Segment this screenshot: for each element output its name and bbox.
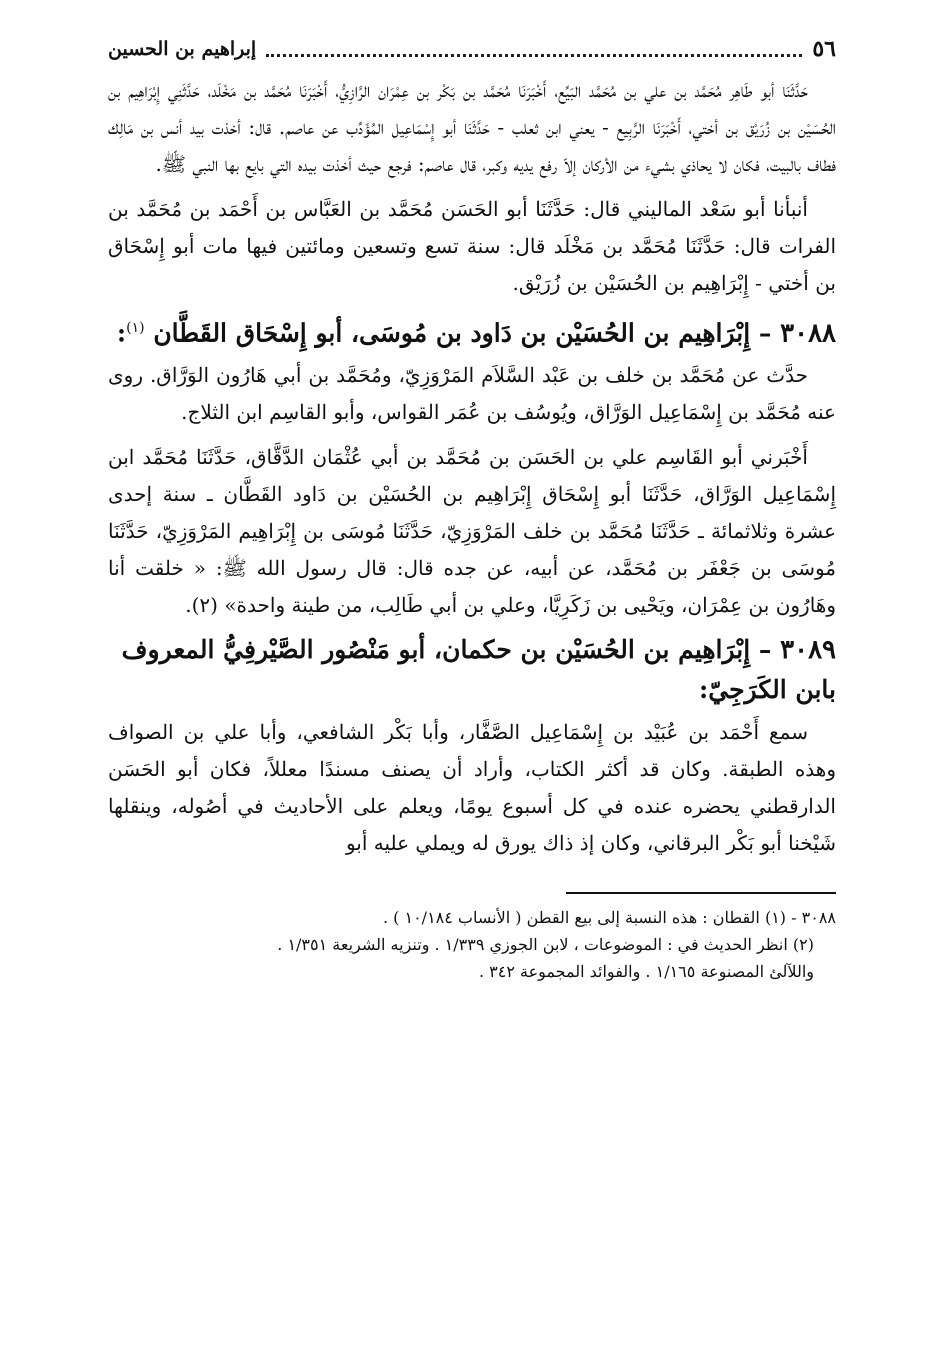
footnote-ref: (١) [126, 320, 145, 336]
entry-3088-paragraph-1: حدَّث عن مُحَمَّد بن خلف بن عَبْد السَّلاَم المَرْوَزِيّ، ومُحَمَّد بن أبي هَارُون الوَرَّاق. روى عنه مُحَمَّد بن إِسْمَاعِيل الوَرَّاق، ويُوسُف بن عُمَر القواس، وأبو القاسِم ابن الثلاج. [108, 363, 836, 425]
entry-heading-3089: ٣٠٨٩ – إِبْرَاهِيم بن الحُسَيْن بن حكمان، أبو مَنْصُور الصَّيْرفِيُّ المعروف بابن الكَرَجِيّ: [121, 635, 836, 705]
book-page [108, 32, 836, 1332]
entry-3088-paragraph-2: أَخْبَرني أبو القَاسِم علي بن الحَسَن بن مُحَمَّد بن أبي عُثْمَان الدَّقَّاق، حَدَّثَنَا مُحَمَّد ابن إِسْمَاعِيل الوَرَّاق، حَدَّثَنَا أبو إِسْحَاق إِبْرَاهِيم بن الحُسَيْن بن دَاود القَطَّان ـ سنة إحدى عشرة وثلاثمائة ـ حَدَّثَنَا مُحَمَّد بن خلف المَرْوَزِيّ، حَدَّثَنَا مُوسَى بن إِبْرَاهِيم المَرْوَزِيّ، حَدَّثَنَا مُوسَى بن جَعْفَر بن مُحَمَّد، عن أبيه، عن جده قال: قال رسول الله ﷺ: « خلقت أنا وهَارُون بن عِمْرَان، ويَحْيى بن زَكَرِيَّا، وعلي بن أبي طَالِب، من طينة واحدة» (٢). [108, 445, 837, 618]
entry-heading-3088: ٣٠٨٨ – إِبْرَاهِيم بن الحُسَيْن بن دَاود بن مُوسَى، أبو إِسْحَاق القَطَّان $^{(١)}$: [116, 318, 836, 349]
entry-title: إِبْرَاهِيم بن الحُسَيْن بن حكمان، أبو مَنْصُور الصَّيْرفِيُّ المعروف بابن الكَرَجِيّ [121, 635, 836, 705]
running-title: إبراهيم بن الحسين [108, 38, 257, 60]
entry-3089-paragraph-1: سمع أَحْمَد بن عُبَيْد بن إِسْمَاعِيل الصَّفَّار، وأبا بَكْر الشافعي، وأبا علي بن الصواف وهذه الطبقة. وكان قد أكثر الكتاب، وأراد أن يصنف مسندًا معللاً، فكان أبو الحَسَن الدارقطني يحضره عنده في كل أسبوع يومًا، ويعلم على الأحاديث في أصُوله، وينقلها شَيْخنا أبو بَكْر البرقاني، وكان إذ ذاك يورق له ويملي عليه أبو [108, 720, 836, 856]
running-head [108, 32, 836, 66]
footnotes [108, 904, 836, 985]
footnote-separator [566, 892, 836, 894]
entry-title: إِبْرَاهِيم بن الحُسَيْن بن دَاود بن مُوسَى، أبو إِسْحَاق القَطَّان [153, 318, 751, 348]
page-number: ٥٦ [812, 36, 836, 62]
footnote-1: ٣٠٨٨ - (١) القطان : هذه النسبة إلى بيع القطن ( الأنساب ١٠/١٨٤ ) . [382, 908, 836, 928]
paragraph-1: حَدَّثَنَا أبو طَاهِر مُحَمَّد بن علي بن مُحَمَّد البَيِّع، أَخْبَرَنَا مُحَمَّد بن بَكْر بن عِمْرَان الرَّازِيُّ، أَخْبَرَنَا مُحَمَّد بن مَخْلَد، حَدَّثَنِي إِبْرَاهِيم بن الحُسَيْن بن زُرَيْق بن أختي، أَخْبَرَنَا الرَّبِيع - يعني ابن ثعلب - حَدَّثَنَا أبو إِسْمَاعِيل المُؤَدِّب عن عاصم. قال: أخذت بيد أنس بن مَالِك فطاف بالبيت، فكان لا يحاذي بشيء من الأركان إلاّ رفع يديه وكبر، قال عاصم: فرجع حيث أخذت بيده التي بايع بها النبي ﷺ. [108, 78, 836, 176]
paragraph-2: أنبأنا أبو سَعْد الماليني قال: حَدَّثَنَا أبو الحَسَن مُحَمَّد بن العَبَّاس بن أَحْمَد بن مُحَمَّد بن الفرات قال: حَدَّثَنَا مُحَمَّد بن مَخْلَد قال: سنة تسع وتسعين ومائتين فيها مات أبو إِسْحَاق بن أختي - إِبْرَاهِيم بن الحُسَيْن بن زُرَيْق. [108, 197, 836, 295]
footnote-2-continued: واللآلئ المصنوعة ١/١٦٥ . والفوائد المجموعة ٣٤٢ . [478, 962, 814, 982]
entry-number: ٣٠٨٩ [780, 635, 836, 666]
footnote-2: (٢) انظر الحديث في : الموضوعات ، لابن الجوزي ١/٣٣٩ . وتنزيه الشريعة ١/٣٥١ . [277, 935, 814, 955]
entry-number: ٣٠٨٨ [780, 318, 836, 349]
header-dot-leader [266, 54, 802, 57]
